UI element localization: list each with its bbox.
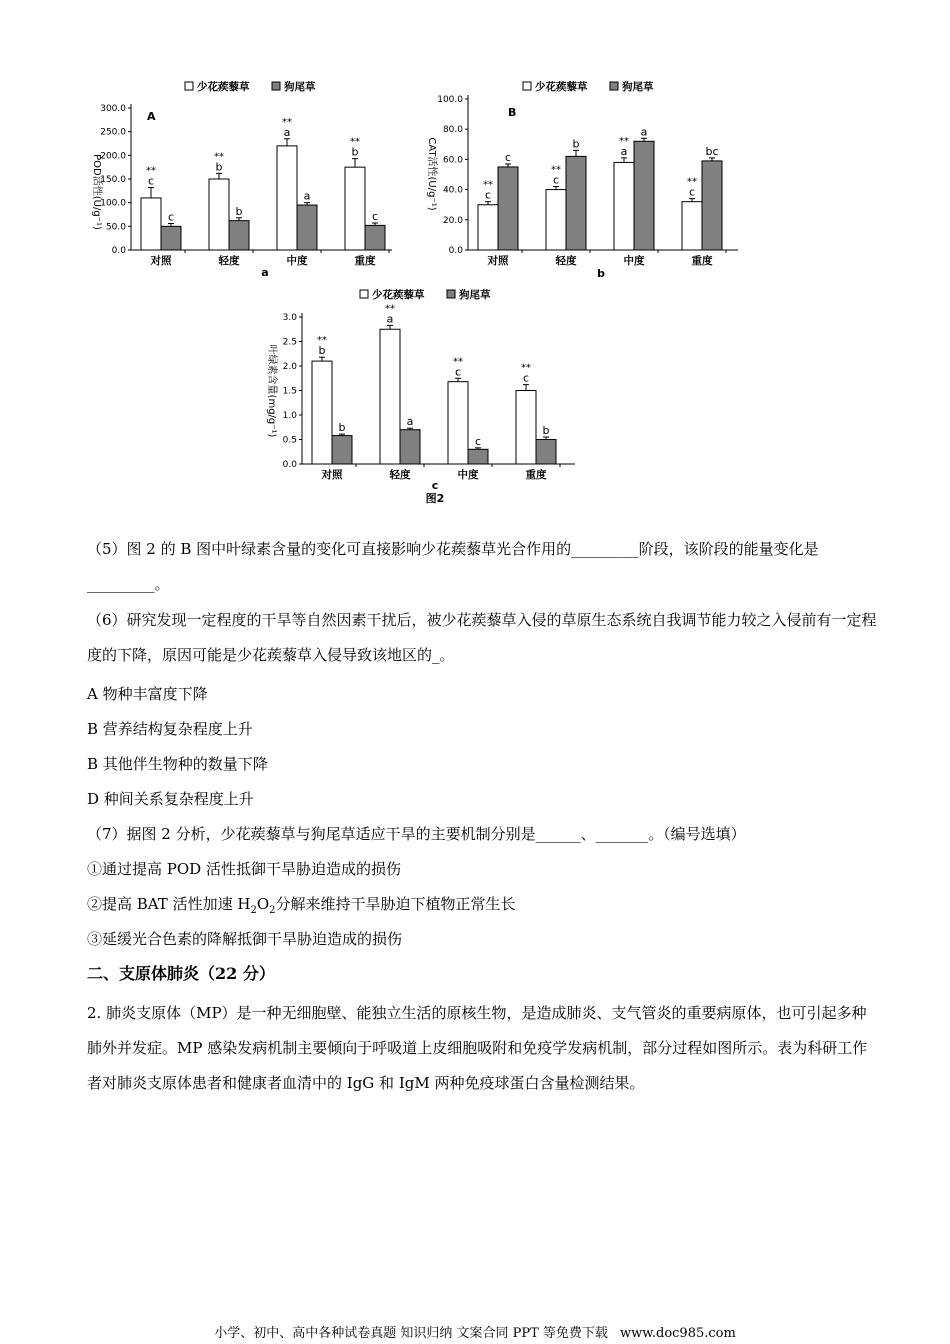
y-tick-label: 0.0: [448, 246, 463, 256]
y-tick-label: 200.0: [100, 151, 126, 162]
significance-stars: **: [350, 136, 360, 148]
y-tick-label: 0.0: [111, 246, 126, 256]
y-tick-label: 2.0: [282, 362, 297, 372]
bar-shaohua: [546, 190, 566, 250]
legend-label-2: 狗尾草: [459, 289, 491, 301]
significance-letter: b: [572, 137, 580, 151]
plot-area: [100, 104, 392, 267]
significance-stars: **: [146, 165, 156, 177]
chart-c-legend: [360, 288, 491, 301]
bar-gouwei: [229, 221, 249, 250]
category-label: 对照: [487, 255, 509, 267]
significance-stars: **: [551, 164, 561, 176]
y-tick-label: 80.0: [442, 125, 463, 136]
subscript: 2: [269, 905, 276, 916]
legend-label-1: 少花蒺藜草: [535, 81, 588, 93]
question-2-intro: 2. 肺炎支原体（MP）是一种无细胞壁、能独立生活的原核生物，是造成肺炎、支气管炎的重要病原体，也可引起多种肺外并发症。MP 感染发病机制主要倾向于呼吸道上皮细胞吸附和免疫学发病机制，部分过程如图所示。表为科研工作者对肺炎支原体患者和健康者血清中的 IgG 和 IgM 两种免疫球蛋白含量检测结果。: [87, 1004, 868, 1092]
bar-gouwei: [566, 156, 586, 250]
chart-c-chlorophyll: [255, 283, 595, 508]
significance-letter: c: [147, 174, 155, 188]
category-label: 轻度: [555, 255, 577, 267]
category-label: 轻度: [389, 469, 411, 481]
y-tick-label: 60.0: [442, 155, 463, 166]
bar-shaohua: [448, 382, 468, 464]
y-tick-label: 150.0: [100, 175, 126, 185]
legend-swatch-white: [523, 82, 531, 90]
q6-option-c: B 其他伴生物种的数量下降: [87, 755, 268, 773]
significance-stars: **: [317, 335, 327, 347]
bar-shaohua: [277, 146, 297, 250]
y-tick-label: 20.0: [442, 215, 463, 226]
page-footer: [0, 1322, 950, 1341]
y-axis-label: POD活性(U/g⁻¹): [91, 154, 102, 230]
sub-label: a: [261, 266, 269, 279]
chart-b-legend: [523, 80, 654, 93]
category-label: 中度: [623, 255, 645, 267]
bar-gouwei: [634, 141, 654, 250]
category-label: 对照: [150, 255, 172, 267]
q7-option-2-c: 分解来维持干旱胁迫下植物正常生长: [275, 895, 516, 913]
significance-letter: c: [454, 365, 462, 379]
bar-shaohua: [614, 162, 634, 250]
panel-letter: B: [508, 106, 517, 119]
category-label: 轻度: [218, 255, 240, 267]
bar-gouwei: [161, 226, 181, 250]
legend-label-2: 狗尾草: [622, 81, 654, 93]
legend-label-2: 狗尾草: [284, 81, 316, 93]
significance-letter: b: [542, 424, 550, 438]
q7-option-2-a: ②提高 BAT 活性加速 H: [87, 895, 251, 913]
category-label: 中度: [286, 255, 308, 267]
significance-stars: **: [687, 176, 697, 188]
bar-gouwei: [365, 225, 385, 250]
bar-gouwei: [468, 449, 488, 464]
significance-stars: **: [483, 179, 493, 191]
bar-shaohua: [209, 179, 229, 250]
q7-option-3: ③延缓光合色素的降解抵御干旱胁迫造成的损伤: [87, 930, 403, 948]
significance-letter: b: [215, 160, 223, 174]
legend-swatch-white: [185, 82, 193, 90]
footer-text: 小学、初中、高中各种试卷真题 知识归纳 文案合同 PPT 等免费下载: [214, 1326, 608, 1341]
legend-label-1: 少花蒺藜草: [197, 81, 250, 93]
significance-letter: a: [620, 144, 628, 158]
legend-swatch-gray: [447, 290, 455, 298]
q7-option-1: ①通过提高 POD 活性抵御干旱胁迫造成的损伤: [87, 860, 401, 878]
significance-stars: **: [214, 151, 224, 163]
q6-option-b: B 营养结构复杂程度上升: [87, 720, 253, 738]
significance-letter: a: [386, 312, 394, 326]
significance-letter: c: [688, 185, 696, 199]
significance-letter: c: [371, 210, 379, 224]
bar-gouwei: [536, 440, 556, 465]
significance-letter: a: [406, 415, 414, 429]
question-6: （6）研究发现一定程度的干旱等自然因素干扰后，被少花蒺藜草入侵的草原生态系统自我调节能力较之入侵前有一定程度的下降，原因可能是少花蒺藜草入侵导致该地区的_。: [87, 611, 877, 664]
significance-stars: **: [453, 356, 463, 368]
chart-b-cat: [405, 74, 745, 284]
significance-letter: b: [351, 145, 359, 159]
plot-area: [283, 303, 575, 481]
bar-shaohua: [141, 198, 161, 250]
q6-option-a: A 物种丰富度下降: [87, 685, 208, 703]
significance-letter: c: [474, 434, 482, 448]
significance-stars: **: [521, 362, 531, 374]
y-tick-label: 1.0: [282, 411, 297, 421]
bar-shaohua: [380, 329, 400, 464]
significance-letter: a: [640, 125, 648, 139]
bar-gouwei: [332, 436, 352, 464]
q7-option-2: [87, 894, 516, 921]
significance-letter: a: [303, 189, 311, 203]
bar-shaohua: [345, 167, 365, 250]
y-tick-label: 300.0: [100, 104, 126, 114]
q7-option-2-b: O: [256, 895, 270, 913]
significance-letter: b: [338, 421, 346, 435]
significance-letter: b: [318, 344, 326, 358]
figure-caption: 图2: [425, 492, 445, 505]
bar-gouwei: [400, 430, 420, 464]
significance-letter: c: [167, 210, 175, 224]
legend-swatch-gray: [272, 82, 280, 90]
significance-letter: bc: [705, 144, 719, 158]
sub-label: b: [597, 267, 605, 280]
sub-label: c: [431, 479, 439, 492]
y-tick-label: 0.0: [282, 460, 297, 470]
chart-a-legend: [185, 80, 316, 93]
q6-option-d: D 种间关系复杂程度上升: [87, 790, 254, 808]
y-tick-label: 40.0: [442, 185, 463, 196]
bar-shaohua: [478, 205, 498, 250]
significance-letter: b: [235, 204, 243, 218]
footer-url[interactable]: www.doc985.com: [620, 1326, 736, 1341]
bar-gouwei: [297, 205, 317, 250]
chart-a-pod: [80, 74, 410, 284]
significance-letter: c: [552, 173, 560, 187]
significance-stars: **: [282, 116, 292, 128]
plot-area: [437, 95, 738, 267]
significance-letter: c: [484, 188, 492, 202]
y-tick-label: 2.5: [282, 337, 297, 348]
significance-stars: **: [619, 135, 629, 147]
y-tick-label: 100.0: [437, 95, 463, 105]
legend-swatch-white: [360, 290, 368, 298]
y-tick-label: 1.5: [282, 386, 297, 397]
significance-letter: a: [283, 125, 291, 139]
question-5: （5）图 2 的 B 图中叶绿素含量的变化可直接影响少花蒺藜草光合作用的_________阶段，该阶段的能量变化是_________。: [87, 540, 819, 593]
section-heading: 二、支原体肺炎（22 分）: [87, 964, 275, 983]
bar-gouwei: [702, 161, 722, 250]
legend-swatch-gray: [610, 82, 618, 90]
subscript: 2: [250, 905, 257, 916]
y-tick-label: 100.0: [100, 198, 126, 209]
category-label: 中度: [457, 469, 479, 481]
bar-shaohua: [312, 361, 332, 464]
category-label: 重度: [354, 255, 376, 267]
y-tick-label: 250.0: [100, 127, 126, 138]
significance-letter: c: [504, 150, 512, 164]
panel-letter: A: [147, 110, 156, 123]
y-axis-label: 叶绿素含量(mg/g⁻¹): [266, 344, 277, 438]
question-7: （7）据图 2 分析，少花蒺藜草与狗尾草适应干旱的主要机制分别是______、_______。（编号选填）: [87, 825, 746, 843]
bar-gouwei: [498, 167, 518, 250]
significance-letter: c: [522, 371, 530, 385]
y-axis-label: CAT活性(U/g⁻¹): [426, 137, 437, 211]
category-label: 重度: [525, 469, 547, 481]
bar-shaohua: [682, 202, 702, 250]
significance-stars: **: [385, 303, 395, 315]
y-tick-label: 3.0: [282, 313, 297, 323]
y-tick-label: 50.0: [105, 222, 126, 233]
bar-shaohua: [516, 391, 536, 465]
y-tick-label: 0.5: [282, 435, 297, 446]
category-label: 重度: [691, 255, 713, 267]
legend-label-1: 少花蒺藜草: [372, 289, 425, 301]
category-label: 对照: [321, 469, 343, 481]
